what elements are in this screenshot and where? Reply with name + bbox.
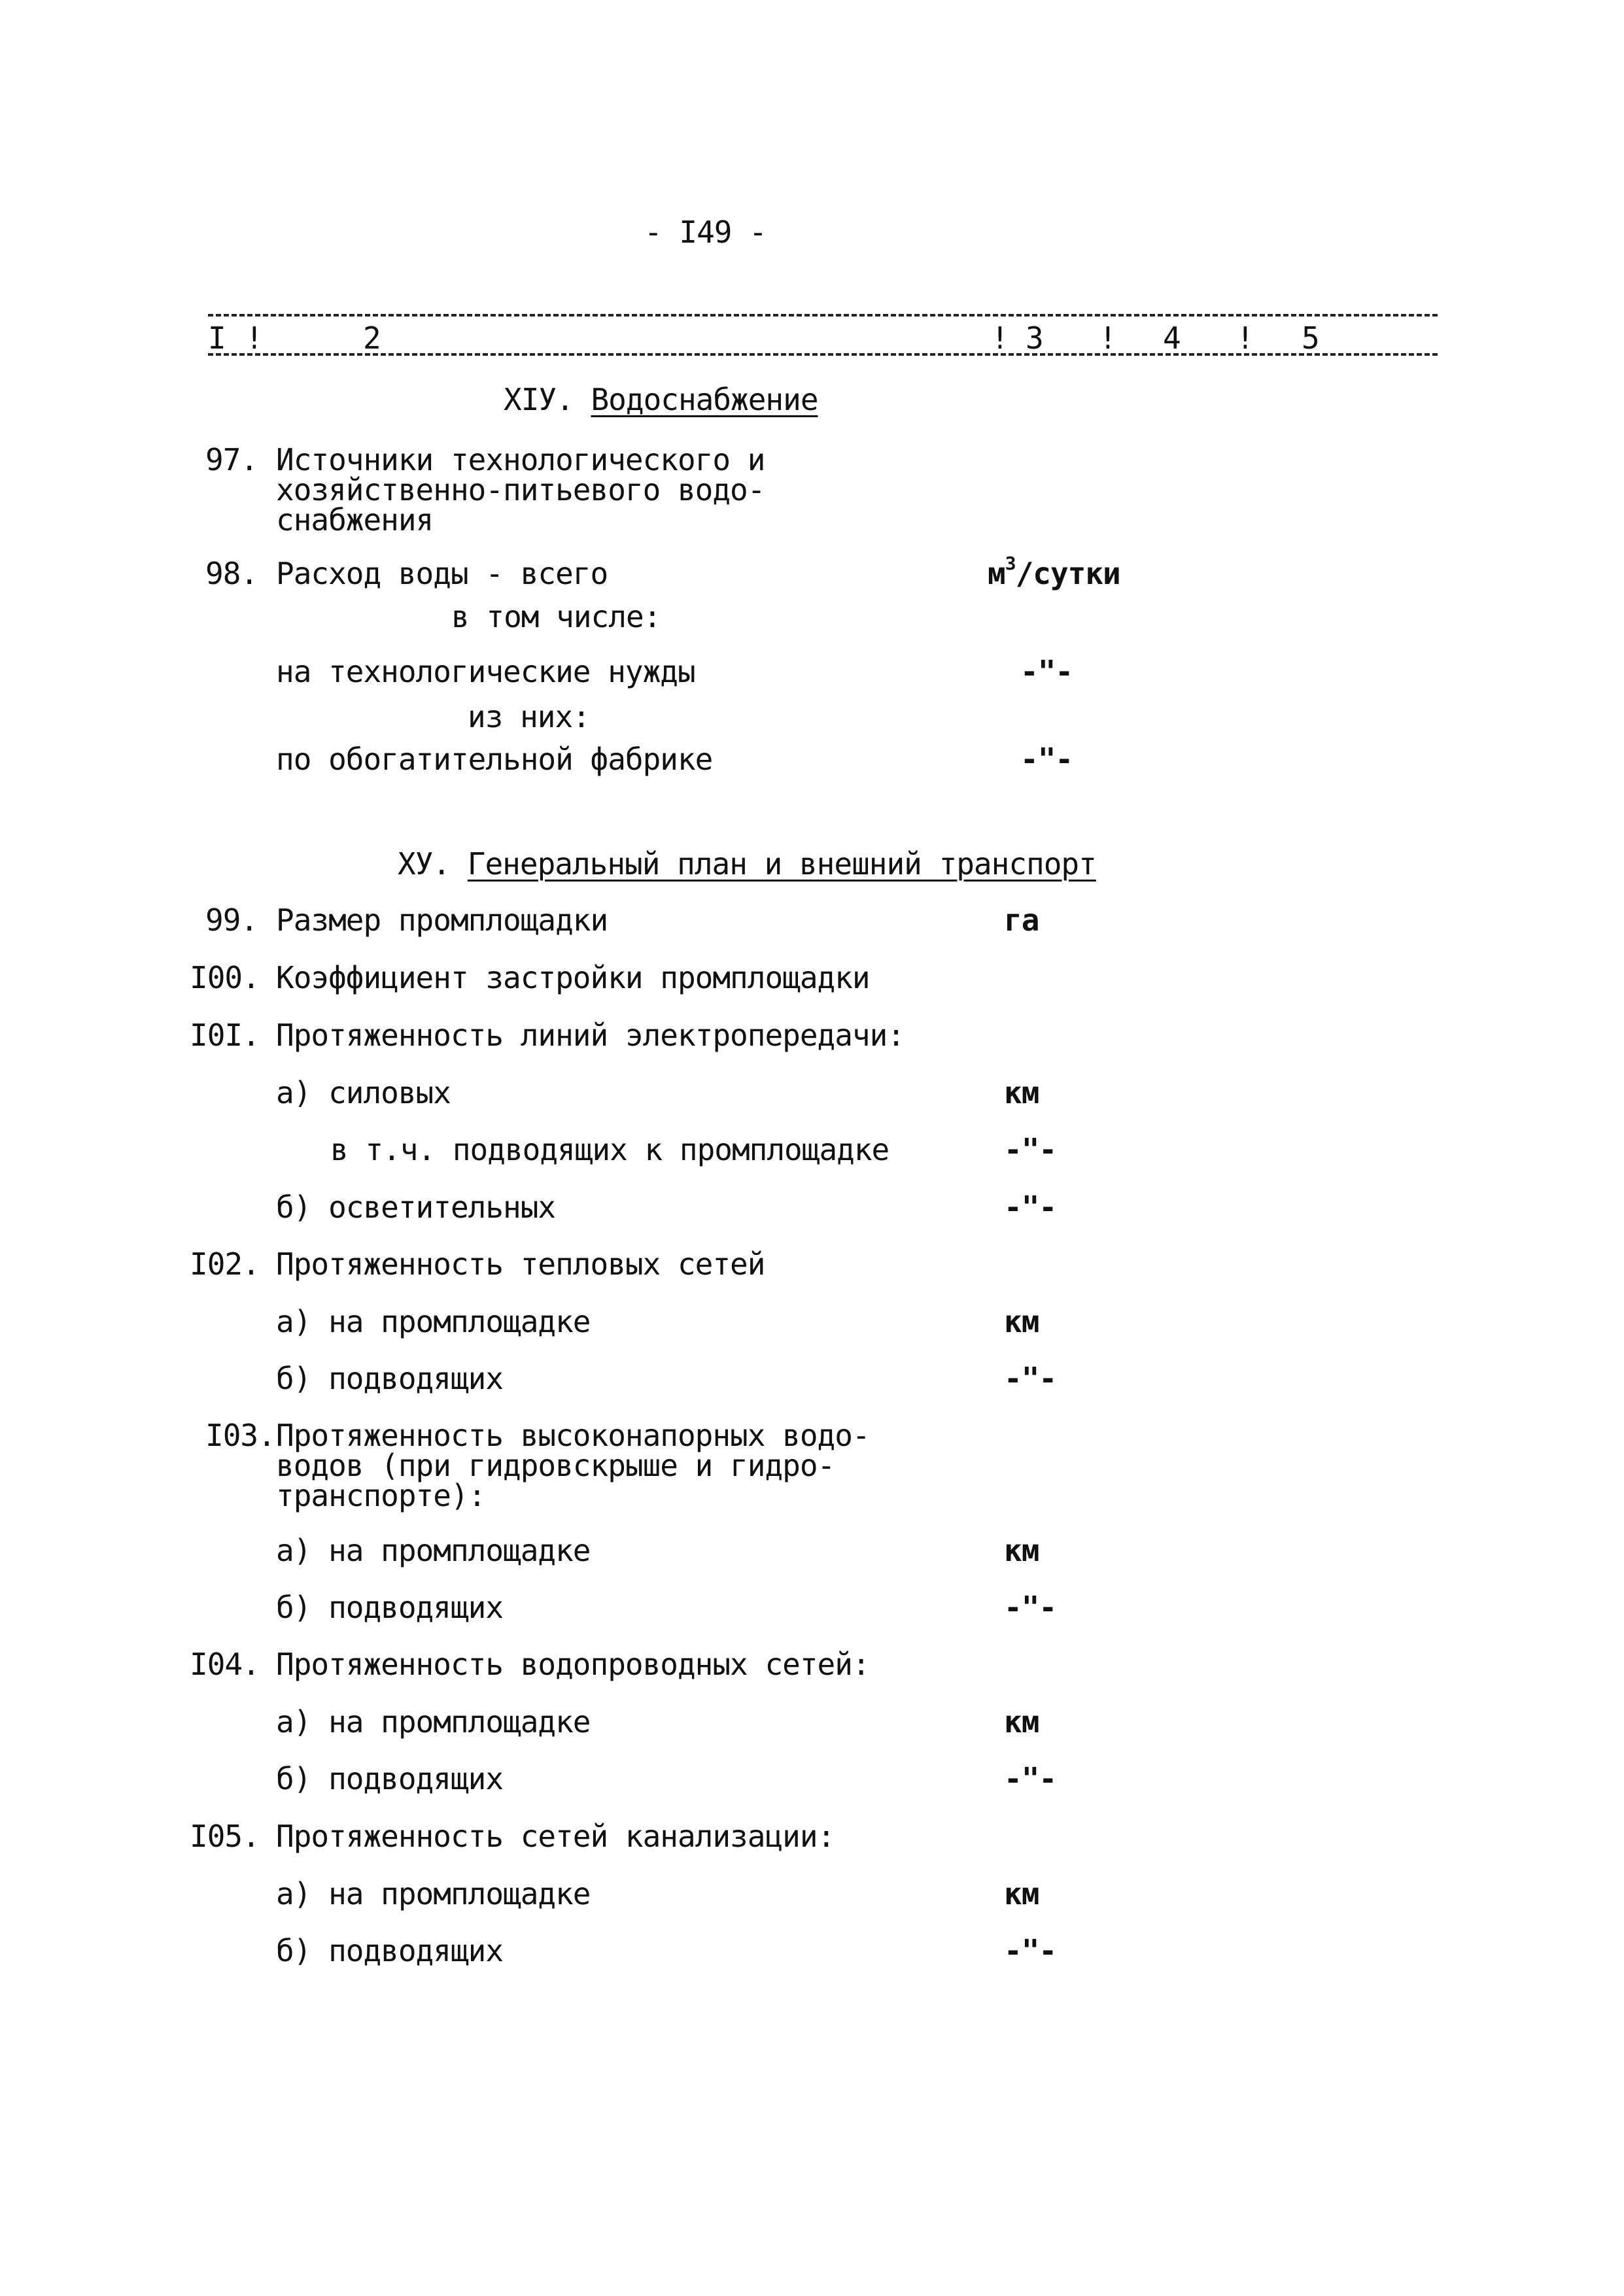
item-99-unit: га — [1004, 902, 1039, 938]
item-98-sub-2: по обогатительной фабрике — [276, 742, 713, 777]
item-102-b-unit: -"- — [1004, 1361, 1057, 1396]
header-col-3: 3 — [1026, 320, 1043, 356]
header-col-1: I — [208, 320, 226, 356]
item-104-number: I04. — [190, 1647, 260, 1682]
item-105-text: Протяженность сетей канализации: — [276, 1819, 835, 1854]
item-98-sub-1: на технологические нужды — [276, 654, 695, 689]
item-102-a: а) на промплощадке — [276, 1304, 591, 1339]
item-98-unit-base: м — [988, 556, 1005, 591]
item-103-a-unit: км — [1004, 1533, 1039, 1568]
page-number: - I49 - — [644, 214, 767, 250]
item-105-b: б) подводящих — [276, 1933, 504, 1968]
section-15-heading — [398, 846, 1096, 882]
item-98-sub-1-unit: -"- — [1020, 654, 1073, 689]
item-102-a-unit: км — [1004, 1304, 1039, 1339]
header-col-5: 5 — [1302, 320, 1319, 356]
item-103-b-unit: -"- — [1004, 1590, 1057, 1625]
header-sep-2: ! — [991, 320, 1009, 356]
header-col-4: 4 — [1163, 320, 1181, 356]
item-98-of-them: из них: — [468, 699, 590, 734]
item-98-unit-rest: /сутки — [1015, 556, 1120, 591]
item-104-b-unit: -"- — [1004, 1761, 1057, 1796]
item-98-unit-sup: 3 — [1005, 553, 1016, 574]
item-98-sub-2-unit: -"- — [1020, 742, 1073, 777]
item-98-unit — [988, 553, 1120, 591]
item-103-text: Протяженность высоконапорных водо- водов (при гидровскрыше и гидро- транспорте): — [276, 1418, 870, 1513]
item-104-text: Протяженность водопроводных сетей: — [276, 1647, 870, 1682]
section-14-heading — [504, 382, 818, 417]
header-sep-3: ! — [1099, 320, 1116, 356]
item-101-a-unit: км — [1004, 1075, 1039, 1110]
item-98-number: 98. — [205, 556, 258, 591]
item-104-b: б) подводящих — [276, 1761, 504, 1796]
item-103-b: б) подводящих — [276, 1590, 504, 1625]
item-103-a: а) на промплощадке — [276, 1533, 591, 1568]
item-98-including: в том числе: — [451, 599, 661, 634]
item-97-number: 97. — [205, 442, 258, 477]
item-99-number: 99. — [205, 902, 258, 938]
item-101-a: а) силовых — [276, 1075, 451, 1110]
item-102-number: I02. — [190, 1246, 260, 1282]
item-101-b-unit: -"- — [1004, 1190, 1057, 1225]
item-103-number: I03. — [205, 1418, 275, 1453]
item-98-text: Расход воды - всего — [276, 556, 608, 591]
item-105-number: I05. — [190, 1819, 260, 1854]
item-105-a-unit: км — [1004, 1876, 1039, 1911]
item-105-a: а) на промплощадке — [276, 1876, 591, 1911]
item-100-text: Коэффициент застройки промплощадки — [276, 960, 870, 995]
item-101-text: Протяженность линий электропередачи: — [276, 1018, 905, 1053]
item-99-text: Размер промплощадки — [276, 902, 608, 938]
item-104-a: а) на промплощадке — [276, 1704, 591, 1739]
item-101-a1: в т.ч. подводящих к промплощадке — [330, 1132, 890, 1167]
section-14-title: Водоснабжение — [591, 382, 818, 417]
item-101-b: б) осветительных — [276, 1190, 556, 1225]
item-104-a-unit: км — [1004, 1704, 1039, 1739]
header-sep-1: ! — [245, 320, 263, 356]
item-101-number: I0I. — [190, 1018, 260, 1053]
item-102-text: Протяженность тепловых сетей — [276, 1246, 765, 1282]
section-15-title: Генеральный план и внешний транспорт — [467, 846, 1096, 882]
item-97-text: Источники технологического и хозяйственно-питьевого водо- снабжения — [276, 442, 765, 538]
item-100-number: I00. — [190, 960, 260, 995]
section-15-number: ХУ. — [398, 846, 451, 882]
item-105-b-unit: -"- — [1004, 1933, 1057, 1968]
header-col-2: 2 — [363, 320, 381, 356]
section-14-number: XIУ. — [504, 382, 574, 417]
item-101-a1-unit: -"- — [1004, 1132, 1057, 1167]
header-sep-4: ! — [1236, 320, 1254, 356]
item-102-b: б) подводящих — [276, 1361, 504, 1396]
header-top-rule — [208, 314, 1438, 317]
